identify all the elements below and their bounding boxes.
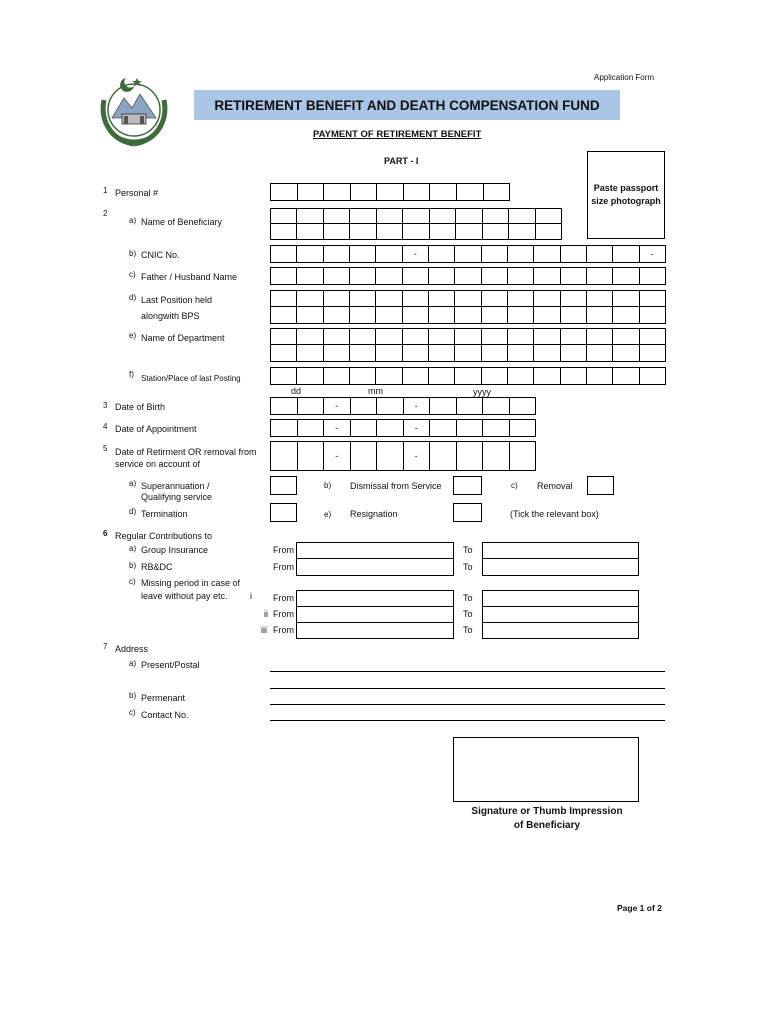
item-letter: b): [129, 561, 137, 570]
department-row1[interactable]: [270, 328, 666, 345]
beneficiary-name-label: Name of Beneficiary: [141, 217, 223, 227]
retirement-date-input[interactable]: [270, 441, 536, 471]
from-label: From: [273, 562, 294, 572]
beneficiary-name-row2[interactable]: [270, 223, 562, 240]
from-label: From: [273, 625, 294, 635]
missing-period-i-to-input[interactable]: [482, 590, 639, 607]
superannuation-label: Superannuation /: [141, 481, 210, 491]
tick-note: (Tick the relevant box): [510, 509, 599, 519]
contact-label: Contact No.: [141, 710, 189, 720]
from-label: From: [273, 545, 294, 555]
contact-line[interactable]: [270, 720, 665, 721]
cnic-label: CNIC No.: [141, 250, 180, 260]
date-header-mm: mm: [368, 386, 383, 396]
question-number: 7: [103, 642, 108, 651]
termination-checkbox[interactable]: [270, 503, 297, 522]
station-label: Station/Place of last Posting: [141, 374, 241, 383]
item-letter: c): [129, 270, 136, 279]
beneficiary-name-row1[interactable]: [270, 208, 562, 224]
form-title: RETIREMENT BENEFIT AND DEATH COMPENSATION FUND: [214, 98, 600, 113]
date-header-dd: dd: [291, 386, 302, 396]
date-dash: -: [335, 451, 339, 461]
removal-checkbox[interactable]: [587, 476, 614, 495]
item-letter: c): [511, 481, 518, 490]
roman-i: i: [250, 591, 252, 601]
date-dash: -: [335, 401, 339, 411]
item-letter: e): [324, 510, 332, 519]
item-letter: a): [129, 479, 137, 488]
item-letter: d): [129, 293, 137, 302]
item-letter: b): [129, 691, 137, 700]
dob-input[interactable]: [270, 397, 536, 415]
page-number: Page 1 of 2: [617, 903, 662, 913]
dob-label: Date of Birth: [115, 402, 166, 412]
address-label: Address: [115, 644, 149, 654]
missing-period-iii-from-input[interactable]: [296, 622, 454, 639]
department-label: Name of Department: [141, 333, 225, 343]
roman-ii: ii: [264, 609, 268, 619]
to-label: To: [463, 609, 473, 619]
item-letter: b): [324, 481, 332, 490]
date-dash: -: [414, 451, 418, 461]
to-label: To: [463, 545, 473, 555]
present-address-line[interactable]: [270, 671, 665, 672]
retirement-date-label-line2: service on account of: [115, 459, 201, 469]
group-insurance-label: Group Insurance: [141, 545, 209, 555]
item-letter: d): [129, 507, 137, 516]
photo-box-line2: size photograph: [591, 196, 661, 206]
item-letter: a): [129, 216, 137, 225]
question-number: 2: [103, 209, 108, 218]
dismissal-checkbox[interactable]: [453, 476, 482, 495]
removal-label: Removal: [537, 481, 573, 491]
father-name-label: Father / Husband Name: [141, 272, 238, 282]
retirement-date-label: Date of Retirment OR removal from: [115, 447, 257, 457]
rbdc-label: RB&DC: [141, 562, 173, 572]
rbdc-from-input[interactable]: [296, 558, 454, 576]
date-dash: -: [414, 423, 418, 433]
to-label: To: [463, 562, 473, 572]
missing-period-iii-to-input[interactable]: [482, 622, 639, 639]
personal-number-label: Personal #: [115, 188, 159, 198]
item-letter: b): [129, 249, 137, 258]
cnic-input[interactable]: [270, 245, 666, 263]
group-insurance-from-input[interactable]: [296, 542, 454, 559]
question-number: 6: [103, 529, 108, 538]
personal-number-input[interactable]: [270, 183, 510, 201]
station-input[interactable]: [270, 367, 666, 385]
missing-period-i-from-input[interactable]: [296, 590, 454, 607]
present-address-label: Present/Postal: [141, 660, 200, 670]
missing-period-ii-from-input[interactable]: [296, 606, 454, 623]
cnic-dash: -: [650, 249, 654, 259]
date-header-yyyy: yyyy: [473, 387, 491, 397]
signature-label: Signature or Thumb Impression: [471, 806, 623, 817]
subtitle: PAYMENT OF RETIREMENT BENEFIT: [313, 129, 482, 140]
department-row2[interactable]: [270, 344, 666, 362]
form-type-label: Application Form: [594, 73, 655, 82]
photo-box-line1: Paste passport: [593, 183, 659, 193]
last-position-label: Last Position held: [141, 295, 213, 305]
item-letter: e): [129, 331, 137, 340]
present-address-line-2[interactable]: [270, 688, 665, 689]
question-number: 1: [103, 186, 108, 195]
group-insurance-to-input[interactable]: [482, 542, 639, 559]
item-letter: a): [129, 544, 137, 553]
last-position-row2[interactable]: [270, 306, 666, 324]
date-dash: -: [414, 401, 418, 411]
last-position-row1[interactable]: [270, 290, 666, 307]
signature-label-line2: of Beneficiary: [513, 820, 581, 831]
father-name-input[interactable]: [270, 267, 666, 285]
item-letter: c): [129, 577, 136, 586]
rbdc-to-input[interactable]: [482, 558, 639, 576]
to-label: To: [463, 625, 473, 635]
question-number: 5: [103, 444, 108, 453]
appointment-date-input[interactable]: [270, 419, 536, 437]
item-letter: c): [129, 708, 136, 717]
resignation-checkbox[interactable]: [453, 503, 482, 522]
cnic-dash: -: [413, 249, 417, 259]
superannuation-checkbox[interactable]: [270, 476, 297, 495]
government-seal-logo: [96, 70, 172, 150]
item-letter: f): [129, 370, 134, 379]
roman-iii: iii: [261, 625, 267, 635]
missing-period-ii-to-input[interactable]: [482, 606, 639, 623]
question-number: 4: [103, 422, 108, 431]
date-dash: -: [335, 423, 339, 433]
superannuation-label-line2: Qualifying service: [141, 492, 213, 502]
last-position-label-line2: alongwith BPS: [141, 311, 200, 321]
resignation-label: Resignation: [350, 509, 398, 519]
appointment-date-label: Date of Appointment: [115, 424, 197, 434]
from-label: From: [273, 593, 294, 603]
part-label: PART - I: [384, 156, 419, 166]
dismissal-label: Dismissal from Service: [350, 481, 442, 491]
termination-label: Termination: [141, 509, 188, 519]
contributions-label: Regular Contributions to: [115, 531, 213, 541]
permanent-address-label: Permenant: [141, 693, 186, 703]
missing-period-label-line2: leave without pay etc.: [141, 591, 228, 601]
permanent-address-line[interactable]: [270, 704, 665, 705]
item-letter: a): [129, 659, 137, 668]
signature-box[interactable]: [453, 737, 639, 802]
from-label: From: [273, 609, 294, 619]
photo-box[interactable]: [587, 151, 665, 239]
to-label: To: [463, 593, 473, 603]
question-number: 3: [103, 401, 108, 410]
missing-period-label: Missing period in case of: [141, 578, 241, 588]
